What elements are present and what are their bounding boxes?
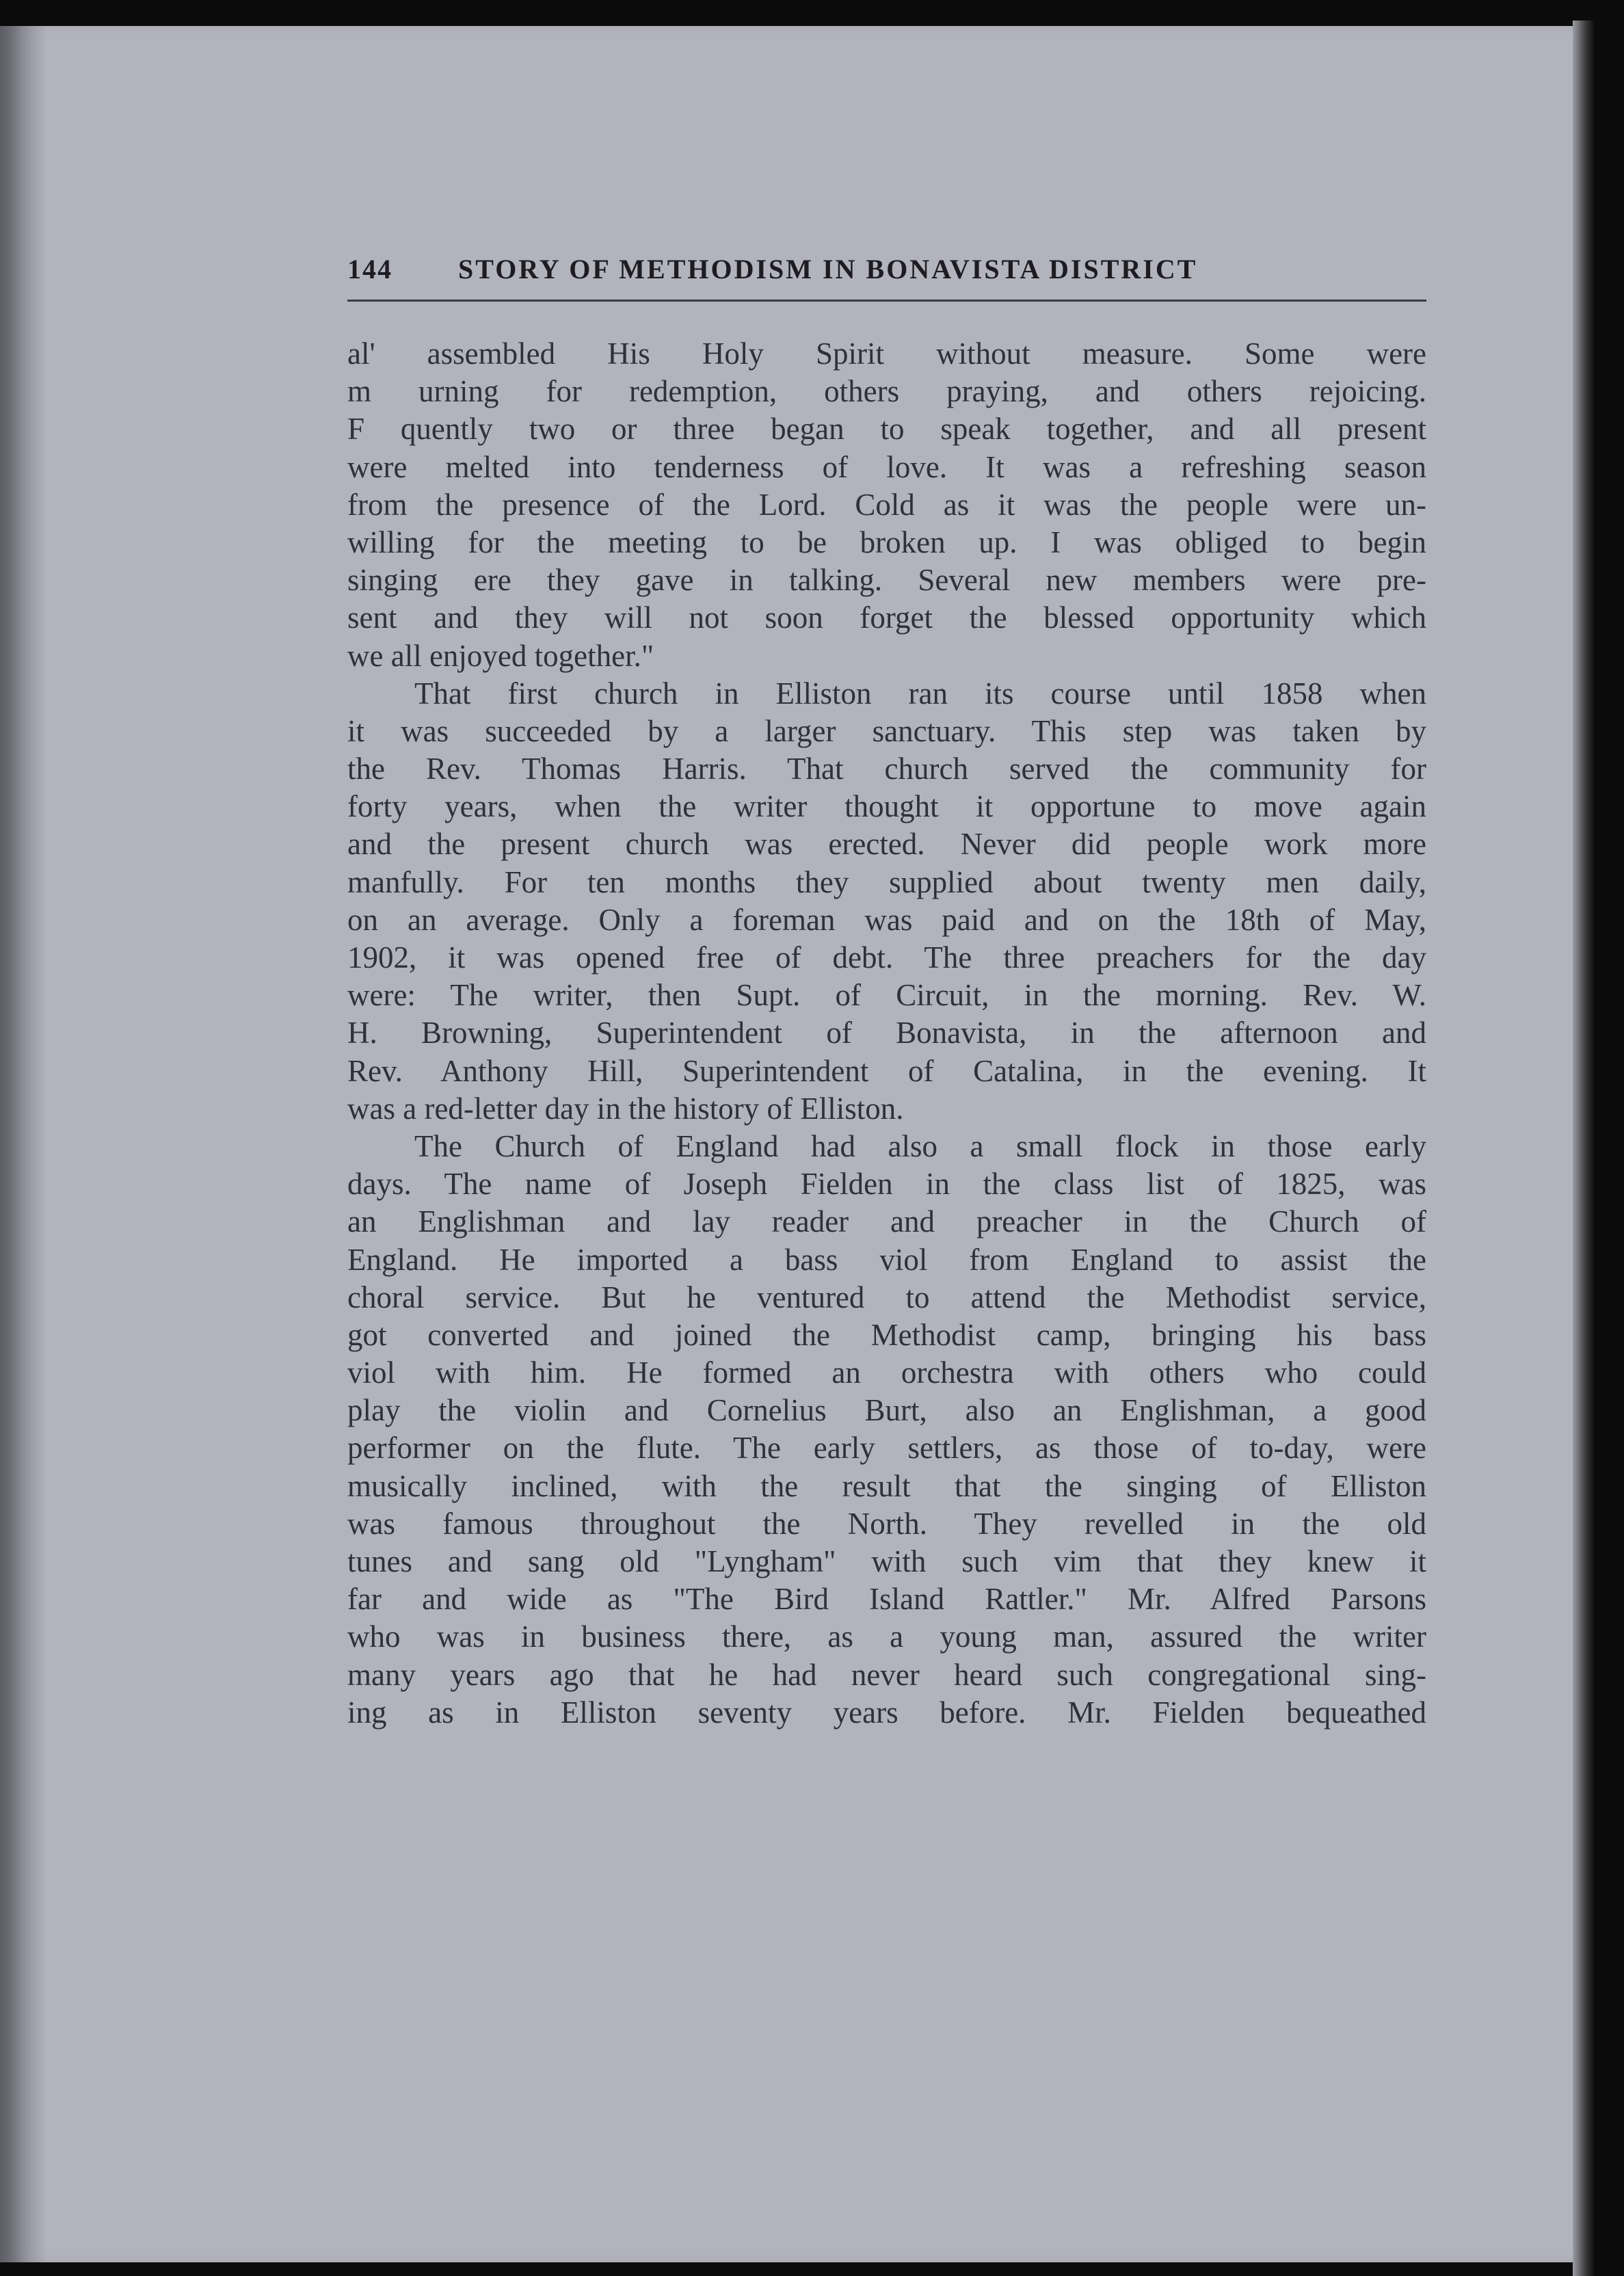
- text-line: days. The name of Joseph Fielden in the class list of 1825, was: [347, 1167, 1426, 1202]
- text-line: H. Browning, Superintendent of Bonavista, in the afternoon and: [347, 1016, 1426, 1050]
- text-line: were melted into tenderness of love. It was a refreshing season: [347, 449, 1426, 484]
- text-line: from the presence of the Lord. Cold as it was the people were un-: [347, 487, 1426, 522]
- text-line: England. He imported a bass viol from England to assist the: [347, 1242, 1426, 1277]
- running-head: [347, 246, 1424, 294]
- text-line: got converted and joined the Methodist camp, bringing his bass: [347, 1317, 1426, 1352]
- body-text: [347, 335, 1426, 1732]
- text-line: was famous throughout the North. They revelled in the old: [347, 1506, 1426, 1541]
- text-line: performer on the flute. The early settlers, as those of to-day, were: [347, 1431, 1426, 1466]
- text-line: we all enjoyed together.": [347, 638, 654, 673]
- paragraph-start-line: The Church of England had also a small flock in those early: [414, 1128, 1426, 1163]
- text-line: willing for the meeting to be broken up. I was obliged to begin: [347, 525, 1426, 559]
- text-line: F quently two or three began to speak together, and all present: [347, 412, 1426, 447]
- text-line: tunes and sang old "Lyngham" with such vim that they knew it: [347, 1544, 1426, 1578]
- text-line: were: The writer, then Supt. of Circuit, in the morning. Rev. W.: [347, 978, 1426, 1013]
- text-line: play the violin and Cornelius Burt, also an Englishman, a good: [347, 1393, 1426, 1428]
- text-line: Rev. Anthony Hill, Superintendent of Catalina, in the evening. It: [347, 1053, 1426, 1088]
- text-line: it was succeeded by a larger sanctuary. This step was taken by: [347, 713, 1426, 748]
- text-line: and the present church was erected. Never did people work more: [347, 827, 1426, 862]
- text-line: who was in business there, as a young man, assured the writer: [347, 1619, 1426, 1654]
- text-line: al' assembled His Holy Spirit without measure. Some were: [347, 336, 1426, 371]
- page-number: 144: [347, 254, 392, 284]
- text-line: musically inclined, with the result that the singing of Elliston: [347, 1468, 1426, 1503]
- text-line: sent and they will not soon forget the blessed opportunity which: [347, 600, 1426, 635]
- text-line: was a red-letter day in the history of Elliston.: [347, 1091, 904, 1126]
- text-line: manfully. For ten months they supplied about twenty men daily,: [347, 864, 1426, 899]
- binding-shadow: [0, 26, 48, 2262]
- text-line: singing ere they gave in talking. Several new members were pre-: [347, 563, 1426, 598]
- text-line: the Rev. Thomas Harris. That church served the community for: [347, 752, 1426, 786]
- text-line: viol with him. He formed an orchestra with others who could: [347, 1355, 1426, 1390]
- page-edge: [1573, 21, 1595, 2276]
- text-line: ing as in Elliston seventy years before. Mr. Fielden bequeathed: [347, 1695, 1426, 1730]
- text-line: on an average. Only a foreman was paid and on the 18th of May,: [347, 902, 1426, 937]
- running-title: STORY OF METHODISM IN BONAVISTA DISTRICT: [458, 254, 1198, 284]
- text-line: forty years, when the writer thought it opportune to move again: [347, 789, 1426, 824]
- text-line: many years ago that he had never heard such congregational sing-: [347, 1657, 1426, 1692]
- text-line: m urning for redemption, others praying, and others rejoicing.: [347, 374, 1426, 409]
- text-line: an Englishman and lay reader and preacher in the Church of: [347, 1204, 1426, 1239]
- paragraph-start-line: That first church in Elliston ran its course until 1858 when: [414, 676, 1426, 711]
- text-line: far and wide as "The Bird Island Rattler." Mr. Alfred Parsons: [347, 1582, 1426, 1617]
- text-line: 1902, it was opened free of debt. The three preachers for the day: [347, 940, 1426, 975]
- header-rule: [347, 300, 1426, 302]
- text-line: choral service. But he ventured to attend the Methodist service,: [347, 1280, 1426, 1314]
